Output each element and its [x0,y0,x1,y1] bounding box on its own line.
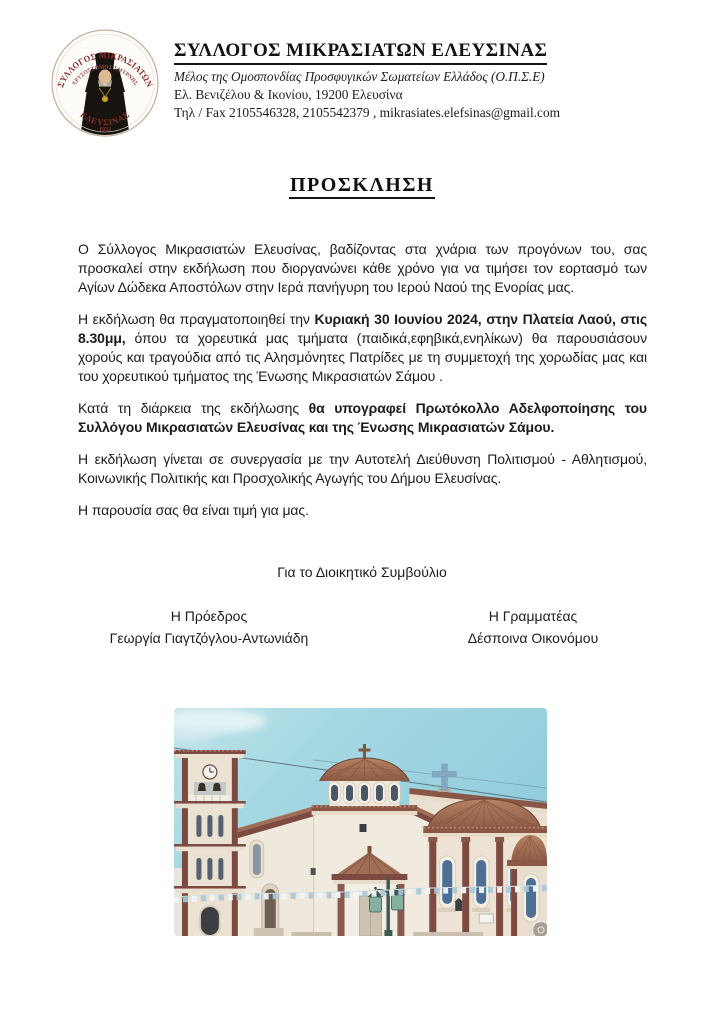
org-address-line: Ελ. Βενιζέλου & Ικονίου, 19200 Ελευσίνα [174,86,403,102]
letterhead-text [174,40,560,138]
paragraph-protocol [78,399,647,437]
letter-body [78,240,647,533]
nave-window [250,840,264,878]
church-photo-illustration [174,708,547,936]
church-photo [174,708,547,936]
tower-clock [203,765,217,779]
board-line: Για το Διοικητικό Συμβούλιο [277,564,447,580]
letterhead [50,28,560,138]
signature-secretary [398,607,668,648]
seal-arc-bottom-text: ΕΛΕΥΣΙΝΑΣ [78,109,132,128]
paragraph-event-details [78,310,647,386]
president-name: Γεωργία Γιαγτζόγλου-Αντωνιάδη [109,630,309,646]
wall-lamp [311,868,316,875]
bell-tower [174,750,246,936]
drum-windows [329,782,401,804]
paragraph-collaboration: Η εκδήλωση γίνεται σε συνεργασία με την Αυτοτελή Διεύθυνση Πολιτισμού - Αθλητισμού, Κοινωνικής Πολιτικής και Προσχολικής Αγωγής του Δήμου Ελευσίνας. [78,451,647,486]
watermark-icon [533,922,547,937]
secretary-name: Δέσποινα Οικονόμου [467,630,599,646]
president-title: Η Πρόεδρος [170,608,248,624]
paragraph-intro: Ο Σύλλογος Μικρασιατών Ελευσίνας, βαδίζοντας στα χνάρια των προγόνων του, σας προσκαλεί στην εκδήλωση που διοργανώνει κάθε χρόνο για να τιμήσει τον εορτασμό των Αγίων Δώδεκα Αποστόλων στην Ιερά πανήγυρη του Ιερού Ναού της Ενορίας μας. [78,241,647,295]
seal-arc-inner-text: ΧΡΥΣΟΣΤΟΜΟΣ ΣΜΥΡΝΗΣ [71,64,139,88]
tower-niche [200,906,220,936]
protocol-text-pre: Κατά τη διάρκεια της εκδήλωσης [78,400,309,416]
seal-arc-top-text: ΣΥΛΛΟΓΟΣ ΜΙΚΡΑΣΙΑΤΩΝ [55,50,156,90]
seal-year-text: 1932 [99,127,111,133]
gable-vent [360,824,367,832]
seal-icon [50,28,160,138]
seal-figure-medallion [102,96,108,102]
event-text-post: όπου τα χορευτικά μας τμήματα (παιδικά,εφηβικά,ενηλίκων) θα παρουσιάσουν χορούς και τραγούδια από τις Αλησμόνητες Πατρίδες με τη συμμετοχή της χορωδίας μας και του χορευτικού τμήματος της Ένωσης Μικρασιατών Σάμου . [78,330,647,384]
secretary-title: Η Γραμματέας [488,608,578,624]
org-contact-line: Τηλ / Fax 2105546328, 2105542379 , mikrasiates.elefsinas@gmail.com [174,104,561,120]
document-title: ΠΡΟΣΚΛΗΣΗ [289,174,435,199]
org-seal-logo [50,28,160,138]
paragraph-presence: Η παρουσία σας θα είναι τιμή για μας. [78,502,309,518]
org-membership-line: Μέλος της Ομοσπονδίας Προσφυγικών Σωματείων Ελλάδος (Ο.Π.Σ.Ε) [174,68,545,84]
signature-president [74,607,344,648]
tower-bells [190,782,230,801]
protocol-bold: θα υπογραφεί Πρωτόκολλο Αδελφοποίησης του Συλλόγου Μικρασιατών Ελευσίνας και της Ένωσης Μικρασιατών Σάμου. [78,400,647,435]
org-name: ΣΥΛΛΟΓΟΣ ΜΙΚΡΑΣΙΑΤΩΝ ΕΛΕΥΣΙΝΑΣ [174,40,547,65]
event-text-pre: Η εκδήλωση θα πραγματοποιηθεί την [78,311,315,327]
title-row [0,174,724,197]
event-datetime-bold: Κυριακή 30 Ιουνίου 2024, στην Πλατεία Λαού, στις 8.30μμ, [78,311,647,346]
